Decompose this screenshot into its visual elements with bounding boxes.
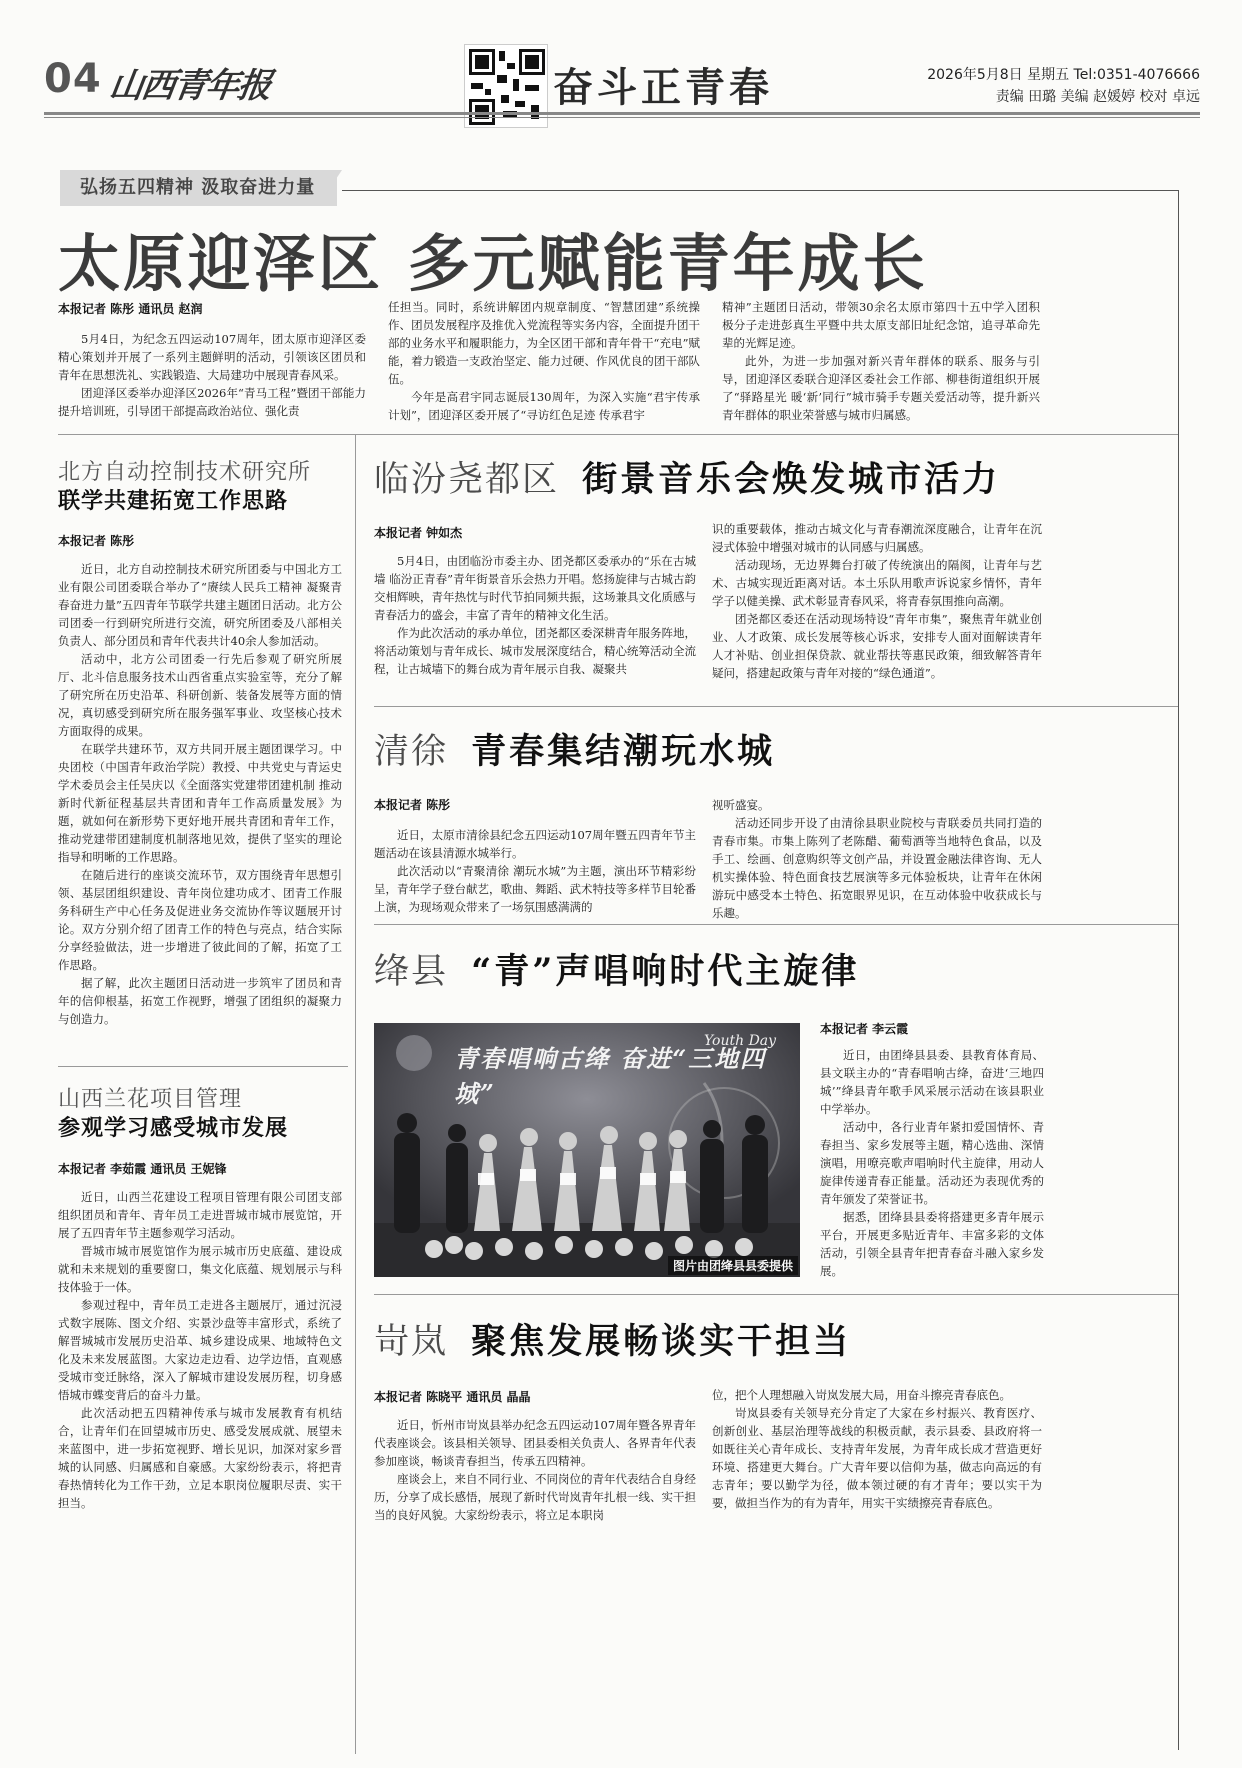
lead-headline: 太原迎泽区 多元赋能青年成长 xyxy=(58,227,928,300)
kicker-tail xyxy=(318,170,342,206)
paragraph: 作为此次活动的承办单位，团尧都区委深耕青年服务阵地，将活动策划与青年成长、城市发展深度结合，精心统筹活动全流程，让古城墙下的舞台成为青年展示自我、凝聚共 xyxy=(374,626,696,676)
column-divider xyxy=(355,434,356,1754)
editor-credits: 责编 田璐 美编 赵媛婷 校对 卓远 xyxy=(995,89,1200,105)
paragraph: 此外，为进一步加强对新兴青年群体的联系、服务与引导，团迎泽区委联合迎泽区委社会工作部、柳巷街道组织开展了“驿路星光 暖‘新’同行”城市骑手专题关爱活动等，提升新兴青年群体的职业荣誉感与城市归属感。 xyxy=(722,354,1040,422)
paragraph: 据了解，此次主题团日活动进一步筑牢了团员和青年的信仰根基，拓宽工作视野，增强了团组织的凝聚力与创造力。 xyxy=(58,976,342,1026)
kelan-column-1 xyxy=(374,1416,696,1524)
section-divider xyxy=(58,434,1178,435)
paragraph: 精神”主题团日活动，带领30余名太原市第四十五中学入团积极分子走进彭真生平暨中共太原支部旧址纪念馆，追寻革命先辈的光辉足迹。 xyxy=(722,300,1040,350)
lanhua-title-line2: 参观学习感受城市发展 xyxy=(58,1115,289,1141)
paragraph: 岢岚县委有关领导充分肯定了大家在乡村振兴、教育医疗、创新创业、基层治理等战线的积极贡献，表示县委、县政府将一如既往关心青年成长、支持青年发展，为青年成长成才营造更好环境、搭建更大舞台。广大青年要以信仰为基，做志向高远的有志青年；要以勤学为径，做本领过硬的有才青年；要以实干为要，做担当作为的有为青年，用实干实绩擦亮青春底色。 xyxy=(712,1406,1042,1510)
paragraph: 晋城市城市展览馆作为展示城市历史底蕴、建设成就和未来规划的重要窗口，集文化底蕴、规划展示与科技体验于一体。 xyxy=(58,1244,342,1294)
linfen-byline: 本报记者 钟如杰 xyxy=(374,526,463,540)
lead-byline: 本报记者 陈彤 通讯员 赵润 xyxy=(58,302,203,316)
section-divider xyxy=(374,706,1178,707)
jiangxian-title-main: “青”声唱响时代主旋律 xyxy=(471,951,860,992)
paragraph: 在联学共建环节，双方共同开展主题团课学习。中央团校（中国青年政治学院）教授、中共党史与青运史学术委员会主任吴庆以《全面落实党建带团建机制 推动新时代新征程基层共青团和青年工作高质量发展》为题，就如何在新形势下更好地开展共青团和青年工作，推动党建带团建制度机制落地见效，提供了坚实的理论指导和明晰的工作思路。 xyxy=(58,742,342,864)
paragraph: 活动中，各行业青年紧扣爱国情怀、青春担当、家乡发展等主题，精心选曲、深情演唱，用嘹亮歌声唱响时代主旋律，用动人旋律传递青春正能量。活动还为表现优秀的青年颁发了荣誉证书。 xyxy=(820,1120,1044,1206)
jiangxian-body xyxy=(820,1046,1044,1280)
jiangxian-headline xyxy=(374,944,859,994)
lanhua-body xyxy=(58,1188,342,1512)
qingxu-title-place: 清徐 xyxy=(374,732,449,772)
north-title-line2: 联学共建拓宽工作思路 xyxy=(58,488,289,514)
paragraph: 近日，由团绛县县委、县教育体育局、县文联主办的“青春唱响古绛，奋进‘三地四城’”绛县青年歌手风采展示活动在该县职业中学举办。 xyxy=(820,1048,1044,1116)
paragraph: 座谈会上，来自不同行业、不同岗位的青年代表结合自身经历，分享了成长感悟，展现了新时代岢岚青年扎根一线、实干担当的良好风貌。大家纷纷表示，将立足本职岗 xyxy=(374,1472,696,1522)
qingxu-column-2 xyxy=(712,796,1042,922)
paragraph: 5月4日，由团临汾市委主办、团尧都区委承办的“乐在古城墙 临汾正青春”青年街景音乐会热力开唱。悠扬旋律与古城古韵交相辉映，青年热忱与时代节拍同频共振，这场兼具文化质感与青春活力的盛会，丰富了青年的精神文化生活。 xyxy=(374,554,696,622)
paragraph: 5月4日，为纪念五四运动107周年，团太原市迎泽区委精心策划并开展了一系列主题鲜明的活动，引领该区团员和青年在思想洗礼、实践锻造、大局建功中展现青春风采。 xyxy=(58,332,366,382)
section-title: 奋斗正青春 xyxy=(553,64,773,111)
linfen-column-1 xyxy=(374,552,696,678)
frame-top-line xyxy=(342,190,1179,191)
header-rule xyxy=(44,112,1200,115)
jiangxian-title-place: 绛县 xyxy=(374,952,449,992)
paragraph: 近日，太原市清徐县纪念五四运动107周年暨五四青年节主题活动在该县清源水城举行。 xyxy=(374,828,696,860)
paragraph: 此次活动把五四精神传承与城市发展教育有机结合，让青年们在回望城市历史、感受发展成就、展望未来蓝图中，进一步拓宽视野、增长见识，加深对家乡晋城的认同感、归属感和自豪感。大家纷纷表示，将把青春热情转化为工作干劲，立足本职岗位履职尽责、实干担当。 xyxy=(58,1406,342,1510)
north-title-line1: 北方自动控制技术研究所 xyxy=(58,460,312,485)
section-divider xyxy=(58,1066,348,1067)
linfen-column-2 xyxy=(712,520,1042,682)
kelan-headline xyxy=(374,1314,851,1364)
paragraph: 近日，忻州市岢岚县举办纪念五四运动107周年暨各界青年代表座谈会。该县相关领导、团县委相关负责人、各界青年代表参加座谈，畅谈青春担当，传承五四精神。 xyxy=(374,1418,696,1468)
qr-code-icon[interactable] xyxy=(464,44,548,128)
photo-banner-tag: Youth Day xyxy=(704,1033,777,1049)
linfen-title-place: 临汾尧都区 xyxy=(374,460,560,500)
event-photo xyxy=(374,1023,800,1277)
qingxu-headline xyxy=(374,724,775,774)
paragraph: 近日，山西兰花建设工程项目管理有限公司团支部组织团员和青年、青年员工走进晋城市城市展览馆，开展了五四青年节主题参观学习活动。 xyxy=(58,1190,342,1240)
lanhua-title-line1: 山西兰花项目管理 xyxy=(58,1087,243,1112)
paragraph: 活动现场，无边界舞台打破了传统演出的隔阂，让青年与艺术、古城实现近距离对话。本土乐队用歌声诉说家乡情怀，青年学子以健美操、武术彰显青春风采，将青春氛围推向高潮。 xyxy=(712,558,1042,608)
kelan-column-2 xyxy=(712,1386,1042,1512)
linfen-title-main: 街景音乐会焕发城市活力 xyxy=(582,459,1001,500)
paragraph: 活动还同步开设了由清徐县职业院校与青联委员共同打造的青春市集。市集上陈列了老陈醋、葡萄酒等当地特色食品，以及手工、绘画、创意购织等文创产品，并设置金融法律咨询、无人机实操体验、特色面食技艺展演等多元体验板块，让青年在休闲游玩中感受本土特色、拓宽眼界见识，在互动体验中收获成长与乐趣。 xyxy=(712,816,1042,920)
page-number: 04 xyxy=(44,56,102,102)
section-divider xyxy=(374,924,1178,925)
lead-column-2 xyxy=(388,298,700,424)
paragraph: 近日，北方自动控制技术研究所团委与中国北方工业有限公司团委联合举办了“赓续人民兵工精神 凝聚青春奋进力量”五四青年节联学共建主题团日活动。北方公司团委一行到研究所进行交流，研究所团委及八部相关负责人、部分团员和青年代表共计40余人参加活动。 xyxy=(58,562,342,648)
jiangxian-byline: 本报记者 李云霞 xyxy=(820,1022,909,1036)
north-byline: 本报记者 陈彤 xyxy=(58,534,135,548)
photo-caption: 图片由团绛县县委提供 xyxy=(668,1256,798,1275)
header-rule-thin xyxy=(44,117,1200,118)
kelan-title-place: 岢岚 xyxy=(374,1322,449,1362)
paragraph: 团尧都区委还在活动现场特设“青年市集”，聚焦青年就业创业、人才政策、成长发展等核心诉求，安排专人面对面解读青年人才补贴、创业担保贷款、就业帮扶等惠民政策，细致解答青年疑问，搭建起政策与青年对接的“绿色通道”。 xyxy=(712,612,1042,680)
qingxu-title-main: 青春集结潮玩水城 xyxy=(471,731,776,772)
paragraph: 参观过程中，青年员工走进各主题展厅，通过沉浸式数字展陈、图文介绍、实景沙盘等丰富形式，系统了解晋城城市发展历史沿革、城乡建设成果、地域特色文化及未来发展蓝图。大家边走边看、边学边悟，直观感受城市变迁脉络，深入了解城市建设发展历程，切身感悟城市蝶变背后的奋斗力量。 xyxy=(58,1298,342,1402)
qingxu-byline: 本报记者 陈彤 xyxy=(374,798,451,812)
lead-kicker: 弘扬五四精神 汲取奋进力量 xyxy=(60,170,337,206)
frame-right-line xyxy=(1178,190,1179,1750)
dateline: 2026年5月8日 星期五 Tel:0351-4076666 xyxy=(927,67,1200,83)
paragraph: 此次活动以“青聚清徐 潮玩水城”为主题，演出环节精彩纷呈，青年学子登台献艺，歌曲、舞蹈、武术特技等多样节目轮番上演，为现场观众带来了一场氛围感满满的 xyxy=(374,864,696,914)
lanhua-byline: 本报记者 李茹霞 通讯员 王妮锋 xyxy=(58,1162,227,1176)
paragraph: 位，把个人理想融入岢岚发展大局，用奋斗擦亮青春底色。 xyxy=(712,1388,1011,1402)
section-divider xyxy=(374,1294,1178,1295)
paragraph: 团迎泽区委举办迎泽区2026年“青马工程”暨团干部能力提升培训班，引导团干部提高政治站位、强化责 xyxy=(58,386,366,418)
photo-banner-text: 青春唱响古绛 奋进“三地四城” xyxy=(454,1044,767,1108)
kelan-title-main: 聚焦发展畅谈实干担当 xyxy=(471,1321,852,1362)
lead-column-3 xyxy=(722,298,1040,424)
paragraph: 在随后进行的座谈交流环节，双方围绕青年思想引领、基层团组织建设、青年岗位建功成才、团青工作服务科研生产中心任务及促进业务交流协作等议题展开讨论。双方分别介绍了团青工作的特色与亮点，结合实际分享经验做法，进一步增进了彼此间的了解，拓宽了工作思路。 xyxy=(58,868,342,972)
qingxu-column-1 xyxy=(374,826,696,916)
lead-column-1 xyxy=(58,330,366,420)
paragraph: 识的重要载体，推动古城文化与青春潮流深度融合，让青年在沉浸式体验中增强对城市的认同感与归属感。 xyxy=(712,522,1042,554)
paragraph: 据悉，团绛县县委将搭建更多青年展示平台，开展更多贴近青年、丰富多彩的文体活动，引领全县青年把青春奋斗融入家乡发展。 xyxy=(820,1210,1044,1278)
north-body xyxy=(58,560,342,1028)
paragraph: 今年是高君宇同志诞辰130周年，为深入实施“君宇传承计划”，团迎泽区委开展了“寻访红色足迹 传承君宇 xyxy=(388,390,700,422)
paragraph: 活动中，北方公司团委一行先后参观了研究所展厅、北斗信息服务技术山西省重点实验室等，充分了解了研究所在历史沿革、科研创新、装备发展等方面的情况，真切感受到研究所在服务强军事业、攻坚核心技术方面取得的成果。 xyxy=(58,652,342,738)
paragraph: 视听盛宴。 xyxy=(712,798,770,812)
linfen-headline xyxy=(374,452,1000,502)
newspaper-logo: 山西青年报 xyxy=(106,66,273,106)
paragraph: 任担当。同时，系统讲解团内规章制度、“智慧团建”系统操作、团员发展程序及推优入党流程等实务内容，全面提升团干部的业务水平和履职能力，为全区团干部和青年骨干“充电”赋能，着力锻造一支政治坚定、能力过硬、作风优良的团干部队伍。 xyxy=(388,300,700,386)
kelan-byline: 本报记者 陈晓平 通讯员 晶晶 xyxy=(374,1390,531,1404)
